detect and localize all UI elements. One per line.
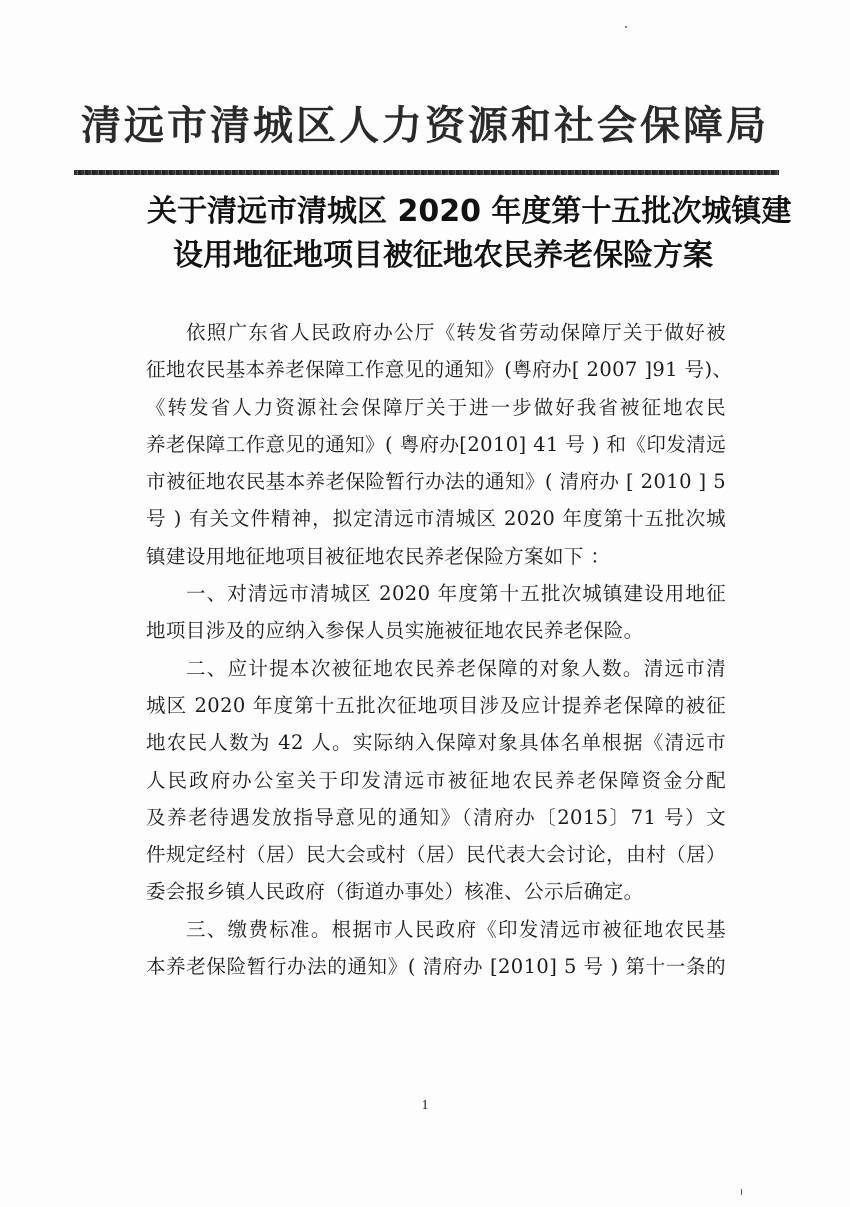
- body-line: 及养老待遇发放指导意见的通知》（清府办〔2015〕71 号）文: [146, 805, 726, 829]
- scan-speck: [741, 1189, 742, 1195]
- body-line: 本养老保险暂行办法的通知》( 清府办 [2010] 5 号 ) 第十一条的: [146, 955, 726, 979]
- organization-header: 清远市清城区人力资源和社会保障局: [81, 102, 769, 149]
- body-line: 人民政府办公室关于印发清远市被征地农民养老保障资金分配: [146, 768, 726, 792]
- body-line: 件规定经村（居）民大会或村（居）民代表大会讨论，由村（居）: [146, 843, 726, 867]
- body-line: 地农民人数为 42 人。实际纳入保障对象具体名单根据《清远市: [146, 731, 726, 755]
- document-title: [100, 190, 792, 278]
- body-line: 委会报乡镇人民政府（街道办事处）核准、公示后确定。: [146, 880, 644, 904]
- body-line: 一、对清远市清城区 2020 年度第十五批次城镇建设用地征: [186, 582, 726, 606]
- document-body: [146, 314, 733, 985]
- body-line: 城区 2020 年度第十五批次征地项目涉及应计提养老保障的被征: [146, 693, 726, 717]
- body-line: 地项目涉及的应纳入参保人员实施被征地农民养老保险。: [146, 619, 644, 643]
- page-number: 1: [421, 1098, 429, 1113]
- body-line: 依照广东省人民政府办公厅《转发省劳动保障厅关于做好被: [186, 321, 726, 344]
- header-divider: [74, 170, 779, 175]
- body-line: 二、应计提本次被征地农民养老保障的对象人数。清远市清: [186, 656, 726, 680]
- body-line: 养老保障工作意见的通知》( 粤府办[2010] 41 号 ) 和《印发清远: [146, 432, 726, 456]
- document-title-line-1: 关于清远市清城区 2020 年度第十五批次城镇建: [147, 194, 792, 229]
- body-line: 镇建设用地征地项目被征地农民养老保险方案如下 ：: [146, 544, 611, 568]
- body-line: 市被征地农民基本养老保险暂行办法的通知》( 清府办 [ 2010 ] 5: [146, 470, 726, 494]
- body-line: 《转发省人力资源社会保障厅关于进一步做好我省被征地农民: [146, 395, 726, 419]
- body-line: 号 ) 有关文件精神，拟定清远市清城区 2020 年度第十五批次城: [146, 507, 726, 531]
- scan-speck: [625, 26, 627, 28]
- body-line: 三、缴费标准。根据市人民政府《印发清远市被征地农民基: [186, 917, 726, 941]
- body-line: 征地农民基本养老保障工作意见的通知》(粤府办[ 2007 ]91 号)、: [146, 358, 733, 382]
- document-title-line-2: 设用地征地项目被征地农民养老保险方案: [173, 238, 713, 273]
